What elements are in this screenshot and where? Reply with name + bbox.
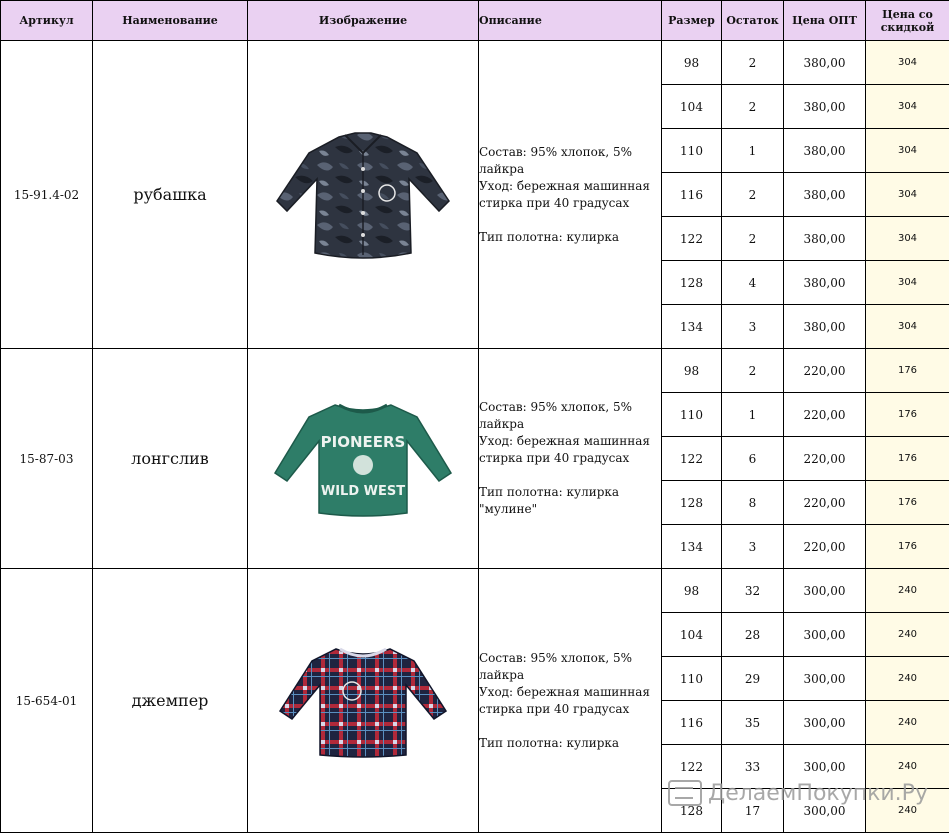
stock-cell: 35: [722, 701, 784, 745]
price-cell: 380,00: [784, 217, 866, 261]
header-size: Размер: [662, 1, 722, 41]
image-cell: [248, 41, 479, 349]
size-cell: 128: [662, 481, 722, 525]
article-cell: 15-87-03: [1, 349, 93, 569]
size-cell: 110: [662, 657, 722, 701]
price-cell: 220,00: [784, 349, 866, 393]
discount-cell: 304: [866, 305, 949, 349]
discount-cell: 304: [866, 173, 949, 217]
discount-cell: 304: [866, 261, 949, 305]
size-cell: 98: [662, 569, 722, 613]
image-cell: [248, 349, 479, 569]
description-cell: [479, 349, 662, 569]
name-cell: лонгслив: [93, 349, 248, 569]
desc-composition: Состав: 95% хлопок, 5% лайкра: [479, 144, 661, 178]
watermark-text: ДелаемПокупки.Ру: [708, 781, 928, 806]
article-cell: 15-654-01: [1, 569, 93, 833]
price-cell: 300,00: [784, 789, 866, 833]
size-cell: 134: [662, 525, 722, 569]
table-row: [1, 349, 949, 393]
size-cell: 122: [662, 437, 722, 481]
discount-cell: 240: [866, 569, 949, 613]
stock-cell: 1: [722, 393, 784, 437]
description-cell: [479, 569, 662, 833]
name-cell: джемпер: [93, 569, 248, 833]
stock-cell: 8: [722, 481, 784, 525]
discount-cell: 176: [866, 393, 949, 437]
desc-composition: Состав: 95% хлопок, 5% лайкра: [479, 650, 661, 684]
size-cell: 110: [662, 393, 722, 437]
header-price-discount: Цена со скидкой: [866, 1, 949, 41]
stock-cell: 1: [722, 129, 784, 173]
desc-fabric: Тип полотна: кулирка: [479, 735, 661, 752]
header-description: Описание: [479, 1, 662, 41]
price-cell: 300,00: [784, 613, 866, 657]
price-cell: 300,00: [784, 657, 866, 701]
discount-cell: 176: [866, 525, 949, 569]
price-cell: 220,00: [784, 525, 866, 569]
size-cell: 110: [662, 129, 722, 173]
jumper-image: [278, 643, 448, 759]
price-cell: 220,00: [784, 393, 866, 437]
discount-cell: 304: [866, 41, 949, 85]
price-cell: 380,00: [784, 129, 866, 173]
stock-cell: 2: [722, 41, 784, 85]
header-stock: Остаток: [722, 1, 784, 41]
price-cell: 380,00: [784, 41, 866, 85]
stock-cell: 2: [722, 217, 784, 261]
stock-cell: 3: [722, 525, 784, 569]
size-cell: 116: [662, 701, 722, 745]
print-text-bottom: WILD WEST: [321, 484, 405, 499]
image-cell: [248, 569, 479, 833]
discount-cell: 240: [866, 789, 949, 833]
discount-cell: 240: [866, 701, 949, 745]
discount-cell: 304: [866, 129, 949, 173]
size-cell: 122: [662, 745, 722, 789]
stock-cell: 2: [722, 349, 784, 393]
desc-fabric: Тип полотна: кулирка "мулине": [479, 484, 661, 518]
table-row: [1, 569, 949, 613]
price-cell: 300,00: [784, 745, 866, 789]
article-cell: 15-91.4-02: [1, 41, 93, 349]
discount-cell: 176: [866, 349, 949, 393]
discount-cell: 176: [866, 481, 949, 525]
name-cell: рубашка: [93, 41, 248, 349]
desc-fabric: Тип полотна: кулирка: [479, 229, 661, 246]
price-cell: 380,00: [784, 305, 866, 349]
stock-cell: 2: [722, 85, 784, 129]
shirt-image: [275, 129, 451, 261]
size-cell: 98: [662, 349, 722, 393]
size-cell: 116: [662, 173, 722, 217]
size-cell: 128: [662, 261, 722, 305]
price-cell: 380,00: [784, 85, 866, 129]
size-cell: 128: [662, 789, 722, 833]
price-cell: 220,00: [784, 481, 866, 525]
discount-cell: 304: [866, 85, 949, 129]
description-cell: [479, 41, 662, 349]
stock-cell: 6: [722, 437, 784, 481]
longsleeve-image: [273, 399, 453, 519]
size-cell: 104: [662, 85, 722, 129]
discount-cell: 240: [866, 745, 949, 789]
price-cell: 380,00: [784, 261, 866, 305]
header-article: Артикул: [1, 1, 93, 41]
discount-cell: 240: [866, 657, 949, 701]
desc-composition: Состав: 95% хлопок, 5% лайкра: [479, 399, 661, 433]
size-cell: 134: [662, 305, 722, 349]
stock-cell: 29: [722, 657, 784, 701]
stock-cell: 2: [722, 173, 784, 217]
header-price-opt: Цена ОПТ: [784, 1, 866, 41]
header-image: Изображение: [248, 1, 479, 41]
discount-cell: 304: [866, 217, 949, 261]
size-cell: 104: [662, 613, 722, 657]
stock-cell: 4: [722, 261, 784, 305]
stock-cell: 28: [722, 613, 784, 657]
price-cell: 300,00: [784, 569, 866, 613]
size-cell: 98: [662, 41, 722, 85]
stock-cell: 33: [722, 745, 784, 789]
stock-cell: 32: [722, 569, 784, 613]
discount-cell: 176: [866, 437, 949, 481]
header-name: Наименование: [93, 1, 248, 41]
price-cell: 300,00: [784, 701, 866, 745]
stock-cell: 3: [722, 305, 784, 349]
price-cell: 380,00: [784, 173, 866, 217]
desc-care: Уход: бережная машинная стирка при 40 градусах: [479, 684, 661, 718]
desc-care: Уход: бережная машинная стирка при 40 градусах: [479, 178, 661, 212]
size-cell: 122: [662, 217, 722, 261]
discount-cell: 240: [866, 613, 949, 657]
price-cell: 220,00: [784, 437, 866, 481]
header-row: [1, 1, 949, 41]
table-row: [1, 41, 949, 85]
stock-cell: 17: [722, 789, 784, 833]
desc-care: Уход: бережная машинная стирка при 40 градусах: [479, 433, 661, 467]
print-text-top: PIONEERS: [321, 433, 406, 451]
